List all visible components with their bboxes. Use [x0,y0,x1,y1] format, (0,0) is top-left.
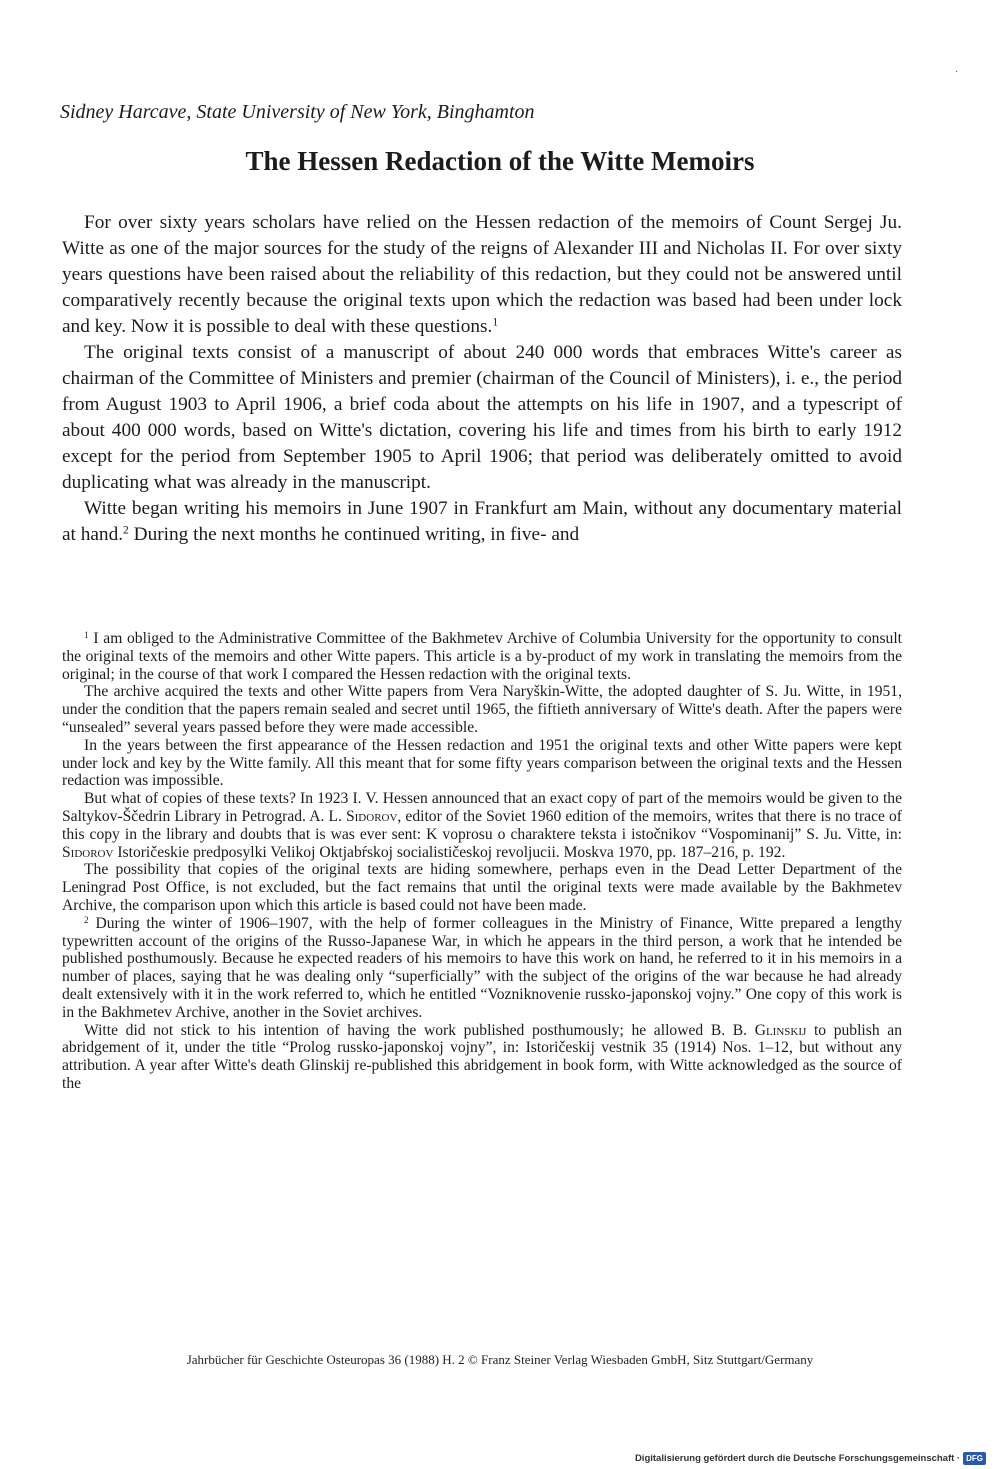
footnote-marker: 2 [84,915,89,926]
footnotes [62,630,902,1093]
footnote-ref[interactable]: 1 [492,315,499,329]
author-line: Sidney Harcave, State University of New York, Binghamton [60,101,535,123]
footnote-2-paragraph: Witte did not stick to his intention of having the work published posthumously; he allowed B. B. Glinskij to publish an abridgement of it, under the title “Prolog russko-japonskoj vojny”, in: Istoričeskij vestnik 35 (1914) Nos. 1–12, but without any attribution. A year after Witte's death Glinskij re-published this abridgement in book form, with Witte acknowledged as the source of the [62,1021,902,1092]
footnote-1-paragraph: The possibility that copies of the original texts are hiding somewhere, perhaps even in the Dead Letter Department of the Leningrad Post Office, is not excluded, but the fact remains that until the original texts were made available by the Bakhmetev Archive, the comparison upon which this article is based could not have been made. [62,861,902,914]
author-name: Sidorov [345,807,398,825]
author-name: Glinskij [754,1021,807,1039]
author-name: Sidorov [62,843,114,861]
footnote-1-paragraph: $^1$ I am obliged to the Administrative Committee of the Bakhmetev Archive of Columbia University for the opportunity to consult the original texts of the memoirs and other Witte papers. This article is a by-product of my work in translating the memoirs from the original; in the course of that work I compared the Hessen redaction with the original texts. [62,630,902,683]
journal-citation: Jahrbücher für Geschichte Osteuropas 36 (1988) H. 2 © Franz Steiner Verlag Wiesbaden GmbH, Sitz Stuttgart/Germany [186,1352,814,1367]
footnote-2-paragraph: $^2$ During the winter of 1906–1907, with the help of former colleagues in the Ministry of Finance, Witte prepared a lengthy typewritten account of the origins of the Russo-Japanese War, in which he appears in the third person, a work that he intended be published posthumously. Because he expected readers of his memoirs to have this work on hand, he referred to it in his memoirs in a number of places, saying that he was dealing only “superficially” with the subject of the origins of the war because he had already dealt extensively with it in the work referred to, which he entitled “Vozniknovenie russko-japonskoj vojny.” One copy of this work is in the Bakhmetev Archive, another in the Soviet archives. [62,914,902,1021]
footnote-marker: 1 [84,630,89,641]
dfg-credit[interactable] [635,1451,986,1465]
scan-corner-mark: · [955,67,959,78]
article-title: The Hessen Redaction of the Witte Memoirs [245,146,755,176]
dfg-logo-icon: DFG [963,1452,986,1465]
body-paragraph: For over sixty years scholars have relied on the Hessen redaction of the memoirs of Count Sergej Ju. Witte as one of the major sources for the study of the reigns of Alexander III and Nicholas II. For over sixty years questions have been raised about the reliability of this redaction, but they could not be answered until comparatively recently because the original texts upon which the redaction was based had been under lock and key. Now it is possible to deal with these questions.$^1$ [62,212,902,337]
body-paragraph: Witte began writing his memoirs in June 1907 in Frankfurt am Main, without any documentary material at hand.$^2$ During the next months he continued writing, in five- and [62,498,902,545]
dfg-credit-text: Digitalisierung gefördert durch die Deutsche Forschungsgemeinschaft · [634,1452,961,1464]
footnote-1-paragraph: But what of copies of these texts? In 1923 I. V. Hessen announced that an exact copy of part of the memoirs would be given to the Saltykov-Ščedrin Library in Petrograd. A. L. Sidorov, editor of the Soviet 1960 edition of the memoirs, writes that there is no trace of this copy in the library and doubts that is was ever sent: K voprosu o charaktere teksta i istočnikov “Vospominanij” S. Ju. Vitte, in: Sidorov Istoričeskie predposylki Velikoj Oktjabŕskoj socialističeskoj revoljucii. Moskva 1970, pp. 187–216, p. 192. [62,790,902,861]
footnote-ref[interactable]: 2 [123,523,129,537]
footnote-1-paragraph: The archive acquired the texts and other Witte papers from Vera Naryškin-Witte, the adopted daughter of S. Ju. Witte, in 1951, under the condition that the papers remain sealed and secret until 1965, the fiftieth anniversary of Witte's death. After the papers were “unsealed” several years passed before they were made accessible. [62,683,902,736]
article-body [62,210,902,548]
body-paragraph: The original texts consist of a manuscript of about 240 000 words that embraces Witte's career as chairman of the Committee of Ministers and premier (chairman of the Council of Ministers), i. e., the period from August 1903 to April 1906, a brief coda about the attempts on his life in 1907, and a typescript of about 400 000 words, based on Witte's dictation, covering his life and times from his birth to early 1912 except for the period from September 1905 to April 1906; that period was deliberately omitted to avoid duplicating what was already in the manuscript. [62,342,902,493]
footnote-1-paragraph: In the years between the first appearance of the Hessen redaction and 1951 the original texts and other Witte papers were kept under lock and key by the Witte family. All this meant that for some fifty years comparison between the original texts and the Hessen redaction was impossible. [62,736,902,790]
